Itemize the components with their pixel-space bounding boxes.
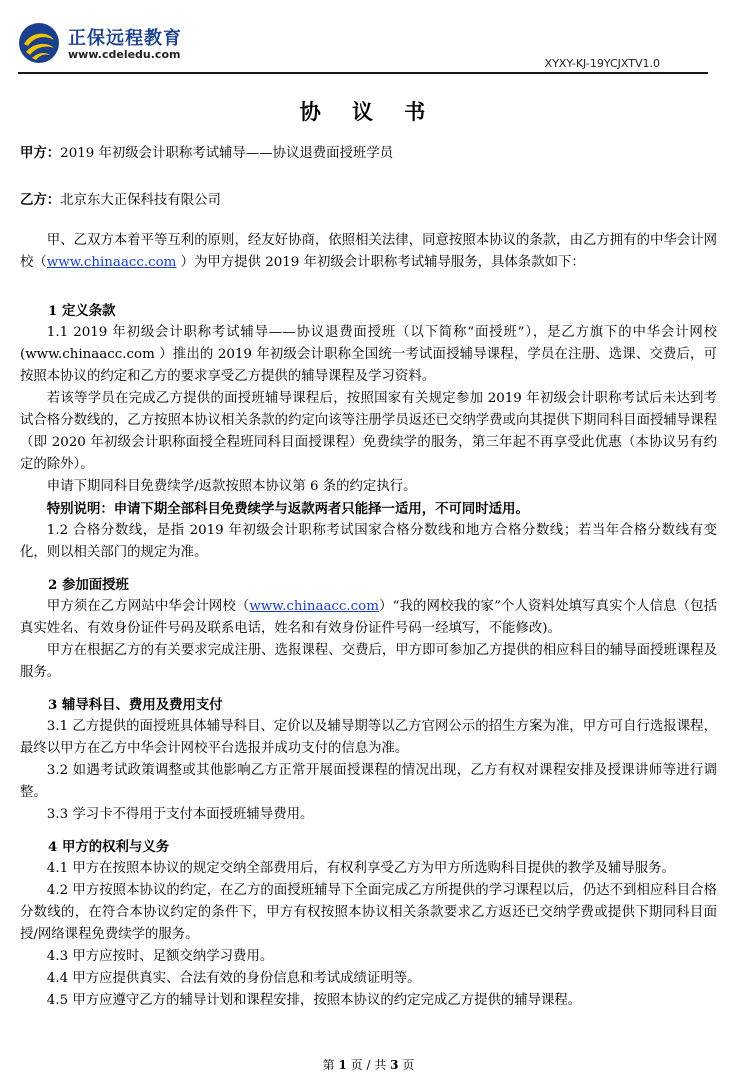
party-b-text: 北京东大正保科技有限公司 [60, 193, 221, 208]
section-3-3: 3.3 学习卡不得用于支付本面授班辅导费用。 [46, 807, 314, 822]
special-note: 特别说明：申请下期全部科目免费续学与返款两者只能择一适用，不可同时适用。 [46, 501, 529, 517]
party-a [20, 142, 717, 165]
section-1-refund: 若该等学员在完成乙方提供的面授班辅导课程后，按照国家有关规定参加 2019 年初级会计职称考试后未达到考试合格分数线的，乙方按照本协议相关条款的约定向该等注册学员返还已交纳学费或向其提供下期同科目面授辅导课程（即 2020 年初级会计职称面授全程班同科目面授课程）免费续学的服务，第三年起不再享受此优惠（本协议另有约定的除外）。 [20, 391, 717, 472]
brand-url: www.cdeledu.com [68, 48, 181, 61]
intro-paragraph [20, 230, 717, 274]
chinaacc-link[interactable]: www.chinaacc.com [46, 255, 177, 270]
section-2-text-2: ）“我的网校我的家”个人资料处填写真实个人信息（包括真实姓名、有效身份证件号码及联系电话，姓名和有效身份证件号码一经填写，不能修改)。 [20, 599, 717, 636]
footer-prefix: 第 [322, 1058, 339, 1072]
section-1-1: 1.1 2019 年初级会计职称考试辅导——协议退费面授班（以下简称“面授班”），是乙方旗下的中华会计网校(www.chinaacc.com ）推出的 2019 年初级会计职称全国统一考试面授辅导课程，学员在注册、选课、交费后，可按照本协议的约定和乙方的要求享受乙方提供的辅导课程及学习资料。 [20, 325, 717, 384]
document-title: 协 议 书 [299, 99, 438, 124]
section-4-5: 4.5 甲方应遵守乙方的辅导计划和课程安排，按照本协议的约定完成乙方提供的辅导课程。 [46, 993, 582, 1008]
section-1-heading: 1 定义条款 [48, 303, 116, 319]
intro-text-2: ）为甲方提供 2019 年初级会计职称考试辅导服务，具体条款如下： [176, 255, 585, 270]
section-2-2: 甲方在根据乙方的有关要求完成注册、选报课程、交费后，甲方即可参加乙方提供的相应科目的辅导面授班课程及服务。 [20, 643, 717, 680]
document-body [20, 142, 717, 1012]
section-3-2: 3.2 如遇考试政策调整或其他影响乙方正常开展面授课程的情况出现，乙方有权对课程安排及授课讲师等进行调整。 [20, 763, 717, 800]
brand-name: 正保远程教育 [68, 28, 182, 49]
section-4-1: 4.1 甲方在按照本协议的规定交纳全部费用后，有权利享受乙方为甲方所选购科目提供的教学及辅导服务。 [46, 861, 675, 876]
document-code: XYXY-KJ-19YCJXTV1.0 [544, 57, 660, 70]
section-1-apply: 申请下期同科目免费续学/返款按照本协议第 6 条的约定执行。 [46, 479, 417, 494]
page-header [18, 18, 708, 76]
footer-mid: 页 / 共 [346, 1058, 391, 1072]
header-divider [18, 72, 708, 74]
section-2-text-1: 甲方须在乙方网站中华会计网校（ [46, 599, 250, 614]
section-3-1: 3.1 乙方提供的面授班具体辅导科目、定价以及辅导期等以乙方官网公示的招生方案为准，甲方可自行选报课程，最终以甲方在乙方中华会计网校平台选报并成功支付的信息为准。 [20, 719, 717, 756]
party-a-text: 2019 年初级会计职称考试辅导——协议退费面授班学员 [60, 146, 394, 161]
party-a-label: 甲方： [20, 145, 61, 161]
page-number: 1 [338, 1058, 347, 1072]
cdel-logo-icon [18, 22, 60, 64]
section-4-2: 4.2 甲方按照本协议的约定，在乙方的面授班辅导下全面完成乙方所提供的学习课程以后，仍达不到相应科目合格分数线的，在符合本协议约定的条件下，甲方有权按照本协议相关条款要求乙方返还已交纳学费或提供下期同科目面授/网络课程免费续学的服务。 [20, 883, 717, 942]
section-4-heading: 4 甲方的权利与义务 [48, 839, 170, 855]
page-footer [0, 1056, 737, 1073]
party-b [20, 189, 717, 212]
section-4-3: 4.3 甲方应按时、足额交纳学习费用。 [46, 949, 274, 964]
intro-text-1: 甲、乙双方本着平等互利的原则，经友好协商，依照相关法律，同意按照本协议的条款，由乙方拥有的中华会计网校（ [20, 233, 717, 270]
section-2-1 [20, 596, 717, 640]
footer-suffix: 页 [398, 1058, 415, 1072]
page-total: 3 [390, 1058, 399, 1072]
section-3-heading: 3 辅导科目、费用及费用支付 [48, 697, 223, 713]
section-2-heading: 2 参加面授班 [48, 577, 129, 593]
chinaacc-link-2[interactable]: www.chinaacc.com [249, 599, 379, 614]
section-1-2: 1.2 合格分数线，是指 2019 年初级会计职称考试国家合格分数线和地方合格分数线；若当年合格分数线有变化，则以相关部门的规定为准。 [20, 523, 717, 560]
party-b-label: 乙方： [20, 192, 61, 208]
section-4-4: 4.4 甲方应提供真实、合法有效的身份信息和考试成绩证明等。 [46, 971, 421, 986]
